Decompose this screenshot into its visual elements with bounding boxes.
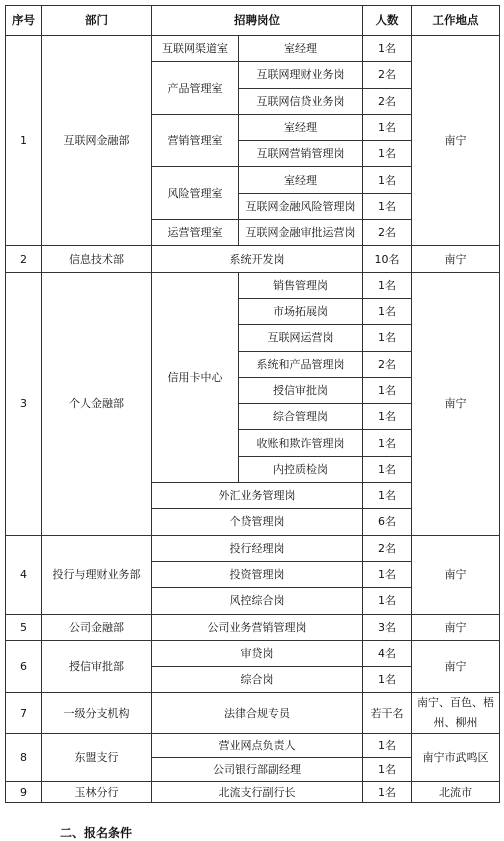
position-title: 系统和产品管理岗 xyxy=(239,351,363,377)
table-row xyxy=(6,693,500,734)
position-count: 1名 xyxy=(363,36,412,62)
row-location: 南宁 xyxy=(412,535,500,614)
position-count: 若干名 xyxy=(363,693,412,734)
table-row xyxy=(6,614,500,640)
position-title: 投资管理岗 xyxy=(152,561,363,587)
row-dept: 一级分支机构 xyxy=(42,693,152,734)
position-count: 1名 xyxy=(363,377,412,403)
row-seq: 1 xyxy=(6,36,42,246)
position-count: 2名 xyxy=(363,88,412,114)
table-row xyxy=(6,640,500,666)
row-seq: 4 xyxy=(6,535,42,614)
position-count: 1名 xyxy=(363,667,412,693)
position-title: 个贷管理岗 xyxy=(152,509,363,535)
position-count: 1名 xyxy=(363,141,412,167)
position-count: 1名 xyxy=(363,782,412,803)
row-dept: 个人金融部 xyxy=(42,272,152,535)
position-title: 市场拓展岗 xyxy=(239,298,363,324)
table-row xyxy=(6,36,500,62)
position-title: 风控综合岗 xyxy=(152,588,363,614)
table-row xyxy=(6,535,500,561)
section-heading: 二、报名条件 xyxy=(60,826,133,840)
position-title: 销售管理岗 xyxy=(239,272,363,298)
row-location: 北流市 xyxy=(412,782,500,803)
position-title: 收账和欺诈管理岗 xyxy=(239,430,363,456)
position-count: 3名 xyxy=(363,614,412,640)
row-dept: 信息技术部 xyxy=(42,246,152,272)
header-dept: 部门 xyxy=(42,6,152,36)
position-title: 互联网运营岗 xyxy=(239,325,363,351)
table-row xyxy=(6,734,500,758)
sub-unit: 产品管理室 xyxy=(152,62,239,115)
position-title: 法律合规专员 xyxy=(152,693,363,734)
sub-unit: 营销管理室 xyxy=(152,114,239,167)
row-dept: 授信审批部 xyxy=(42,640,152,693)
position-count: 1名 xyxy=(363,758,412,782)
position-count: 2名 xyxy=(363,62,412,88)
position-count: 1名 xyxy=(363,561,412,587)
recruitment-table xyxy=(5,5,500,803)
position-title: 审贷岗 xyxy=(152,640,363,666)
position-title: 综合岗 xyxy=(152,667,363,693)
header-location: 工作地点 xyxy=(412,6,500,36)
row-seq: 5 xyxy=(6,614,42,640)
table-body xyxy=(6,36,500,803)
position-count: 1名 xyxy=(363,167,412,193)
position-title: 投行经理岗 xyxy=(152,535,363,561)
sub-unit: 风险管理室 xyxy=(152,167,239,220)
row-location: 南宁、百色、梧州、柳州 xyxy=(412,693,500,734)
row-location: 南宁 xyxy=(412,640,500,693)
position-title: 室经理 xyxy=(239,167,363,193)
header-position: 招聘岗位 xyxy=(152,6,363,36)
position-title: 公司银行部副经理 xyxy=(152,758,363,782)
position-count: 10名 xyxy=(363,246,412,272)
position-count: 1名 xyxy=(363,734,412,758)
table-row xyxy=(6,782,500,803)
position-title: 互联网营销管理岗 xyxy=(239,141,363,167)
position-title: 内控质检岗 xyxy=(239,456,363,482)
recruitment-table-container xyxy=(5,5,500,803)
row-seq: 3 xyxy=(6,272,42,535)
position-count: 6名 xyxy=(363,509,412,535)
position-title: 室经理 xyxy=(239,36,363,62)
row-dept: 东盟支行 xyxy=(42,734,152,782)
position-count: 4名 xyxy=(363,640,412,666)
position-count: 2名 xyxy=(363,535,412,561)
position-count: 1名 xyxy=(363,588,412,614)
table-row xyxy=(6,246,500,272)
row-location: 南宁 xyxy=(412,36,500,246)
position-title: 互联网金融审批运营岗 xyxy=(239,220,363,246)
position-title: 北流支行副行长 xyxy=(152,782,363,803)
position-count: 1名 xyxy=(363,456,412,482)
row-location: 南宁 xyxy=(412,614,500,640)
position-title: 室经理 xyxy=(239,114,363,140)
row-seq: 9 xyxy=(6,782,42,803)
position-title: 外汇业务管理岗 xyxy=(152,483,363,509)
row-dept: 互联网金融部 xyxy=(42,36,152,246)
position-title: 系统开发岗 xyxy=(152,246,363,272)
position-count: 1名 xyxy=(363,272,412,298)
position-title: 公司业务营销管理岗 xyxy=(152,614,363,640)
header-seq: 序号 xyxy=(6,6,42,36)
position-title: 授信审批岗 xyxy=(239,377,363,403)
row-seq: 6 xyxy=(6,640,42,693)
header-row xyxy=(6,6,500,36)
row-location: 南宁 xyxy=(412,272,500,535)
row-dept: 投行与理财业务部 xyxy=(42,535,152,614)
table-row xyxy=(6,272,500,298)
sub-unit: 运营管理室 xyxy=(152,220,239,246)
row-dept: 公司金融部 xyxy=(42,614,152,640)
position-count: 1名 xyxy=(363,404,412,430)
sub-unit: 互联网渠道室 xyxy=(152,36,239,62)
sub-unit: 信用卡中心 xyxy=(152,272,239,482)
row-seq: 7 xyxy=(6,693,42,734)
position-count: 1名 xyxy=(363,483,412,509)
position-count: 2名 xyxy=(363,351,412,377)
position-title: 综合管理岗 xyxy=(239,404,363,430)
position-count: 1名 xyxy=(363,298,412,324)
position-title: 互联网金融风险管理岗 xyxy=(239,193,363,219)
row-location: 南宁市武鸣区 xyxy=(412,734,500,782)
position-title: 互联网理财业务岗 xyxy=(239,62,363,88)
position-count: 2名 xyxy=(363,220,412,246)
position-title: 营业网点负责人 xyxy=(152,734,363,758)
row-dept: 玉林分行 xyxy=(42,782,152,803)
header-count: 人数 xyxy=(363,6,412,36)
row-seq: 2 xyxy=(6,246,42,272)
position-count: 1名 xyxy=(363,193,412,219)
position-count: 1名 xyxy=(363,114,412,140)
row-seq: 8 xyxy=(6,734,42,782)
position-title: 互联网信贷业务岗 xyxy=(239,88,363,114)
position-count: 1名 xyxy=(363,430,412,456)
position-count: 1名 xyxy=(363,325,412,351)
row-location: 南宁 xyxy=(412,246,500,272)
